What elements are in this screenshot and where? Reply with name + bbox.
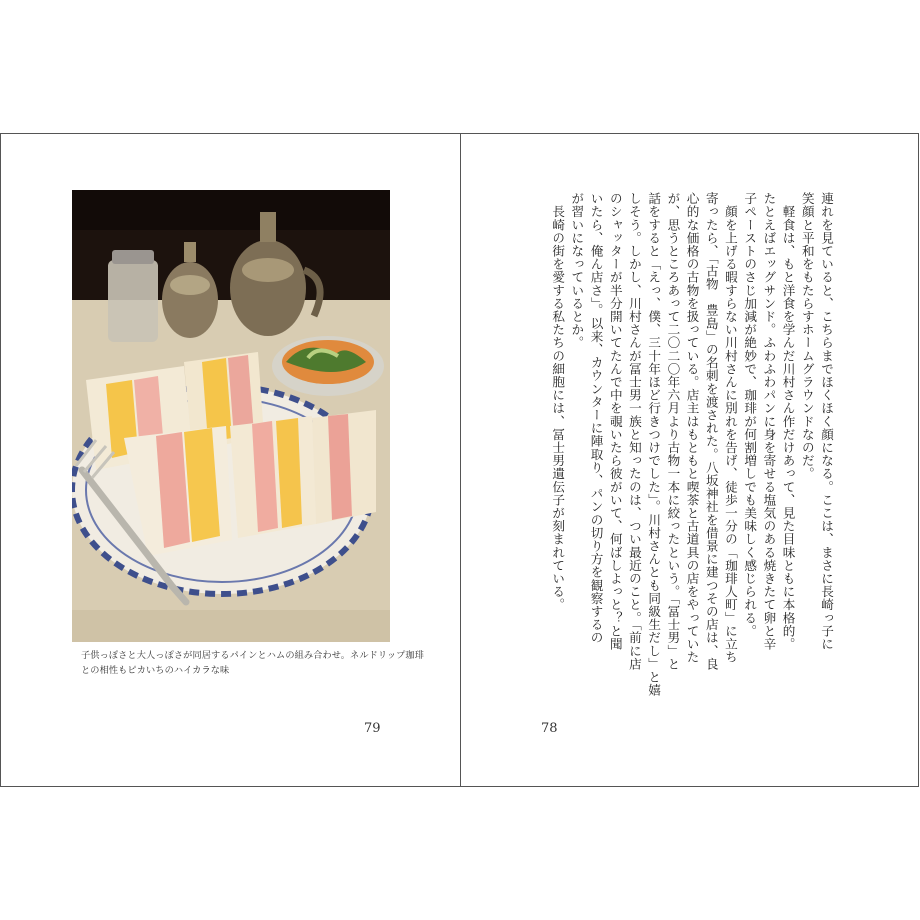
text-line: が、思うところあって二〇二〇年六月より古物一本に絞ったという。「冨士男」と bbox=[665, 192, 681, 671]
sandwich-photo bbox=[72, 190, 390, 642]
caption-line: との相性もピカいちのハイカラな味 bbox=[81, 665, 230, 676]
left-page bbox=[0, 134, 461, 786]
text-line: が習いになっているとか。 bbox=[569, 192, 585, 350]
text-line: 子ペーストのさじ加減が絶妙で、珈琲が何割増しでも美味しく感じられる。 bbox=[742, 192, 758, 638]
text-line: 話をすると「えっ、僕、三十年ほど行きつけでした」。川村さんとも同級生だし」と嬉 bbox=[646, 192, 662, 697]
caption-line: 子供っぽさと大人っぽさが同居するパインとハムの組み合わせ。ネルドリップ珈琲 bbox=[81, 650, 424, 661]
vertical-body-text bbox=[548, 192, 836, 697]
text-line: 笑顔と平和をもたらすホームグラウンドなのだ。 bbox=[799, 192, 815, 481]
sandwich-illustration bbox=[72, 190, 390, 642]
page-number: 78 bbox=[541, 721, 558, 736]
page-number: 79 bbox=[364, 721, 381, 736]
right-page bbox=[460, 134, 919, 786]
text-line: たとえばエッグサンド。ふわふわパンに身を寄せる塩気のある焼きたて卵と辛 bbox=[761, 192, 777, 651]
text-line: のシャッターが半分開いてたんで中を覗いたら彼がいて、何ばしよっと？と聞 bbox=[607, 192, 623, 651]
text-line: 軽食は、もと洋食を学んだ川村さん作だけあって、見た目味ともに本格的。 bbox=[780, 192, 796, 651]
photo-caption bbox=[81, 648, 424, 678]
text-line: いたら、俺ん店さ」。以来、カウンターに陣取り、パンの切り方を観察するの bbox=[588, 192, 604, 645]
text-line: 連れを見ていると、こちらまでほくほく顔になる。ここは、まさに長崎っ子に bbox=[819, 192, 834, 651]
text-line: 寄ったら、「古物 豊島」の名刺を渡された。八坂神社を借景に建つその店は、良 bbox=[703, 192, 719, 671]
text-line: 顔を上げる暇すらない川村さんに別れを告げ、徒歩一分の「珈琲人町」に立ち bbox=[722, 192, 738, 664]
text-line: しそう。しかし、川村さんが冨士男一族と知ったのは、つい最近のこと。「前に店 bbox=[626, 192, 642, 671]
text-line: 長崎の街を愛する私たちの細胞には、冨士男遺伝子が刻まれている。 bbox=[550, 192, 566, 612]
text-line: 心的な価格の古物を扱っている。店主はもともと喫茶と古道具の店をやっていた bbox=[684, 192, 700, 664]
book-spread bbox=[0, 133, 919, 787]
